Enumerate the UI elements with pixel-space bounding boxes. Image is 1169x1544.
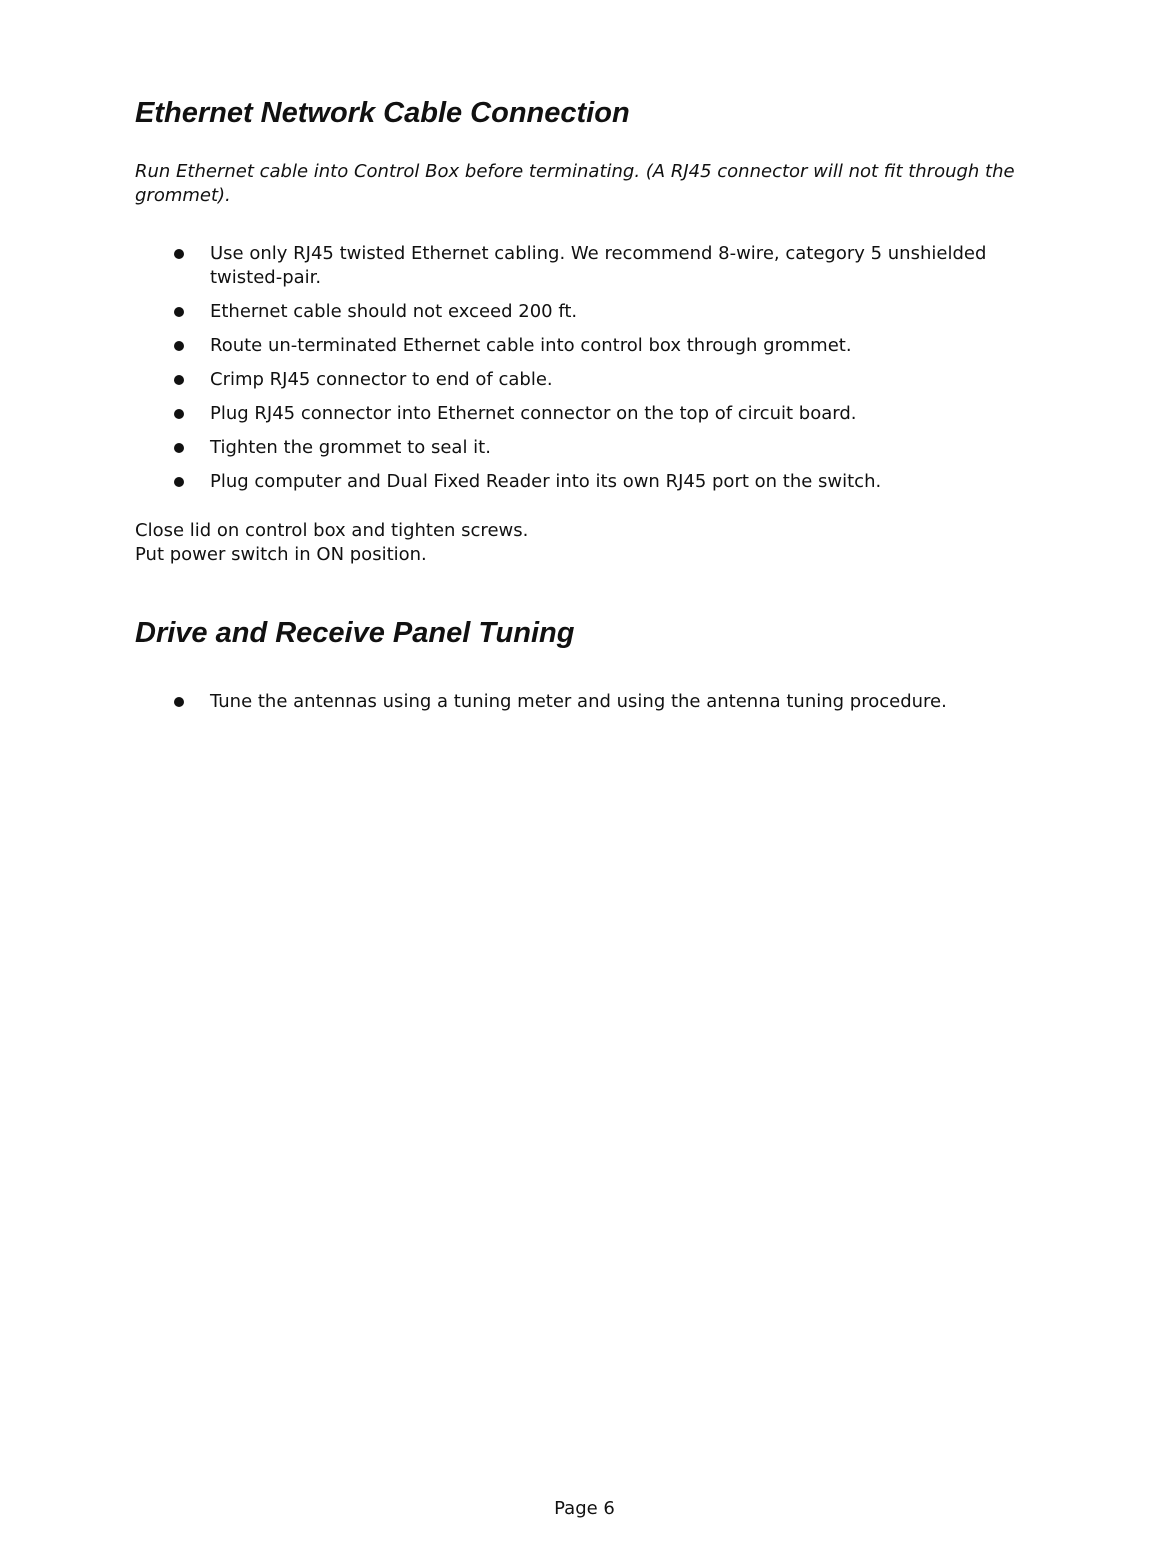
list-item-text: Plug RJ45 connector into Ethernet connector on the top of circuit board. — [210, 403, 857, 424]
list-item — [135, 368, 1035, 392]
list-item-text: Plug computer and Dual Fixed Reader into its own RJ45 port on the switch. — [210, 471, 882, 492]
list-item — [135, 334, 1035, 358]
intro-note: Run Ethernet cable into Control Box before terminating. (A RJ45 connector will not fit through the grommet). — [135, 161, 1015, 206]
section-heading-ethernet: Ethernet Network Cable Connection — [135, 97, 630, 129]
list-item-text: Ethernet cable should not exceed 200 ft. — [210, 301, 578, 322]
bullet-icon — [174, 307, 184, 317]
bullet-icon — [174, 443, 184, 453]
closing-line: Put power switch in ON position. — [135, 544, 427, 565]
ethernet-steps-list — [135, 242, 1035, 504]
list-item — [135, 470, 1035, 494]
bullet-icon — [174, 341, 184, 351]
tuning-steps-list — [135, 690, 1035, 724]
list-item — [135, 690, 1035, 714]
list-item-text: Route un-terminated Ethernet cable into control box through grommet. — [210, 335, 852, 356]
list-item — [135, 300, 1035, 324]
closing-instructions — [135, 519, 528, 567]
list-item-text: Tighten the grommet to seal it. — [210, 437, 491, 458]
bullet-icon — [174, 409, 184, 419]
bullet-icon — [174, 697, 184, 707]
closing-line: Close lid on control box and tighten screws. — [135, 520, 529, 541]
list-item — [135, 436, 1035, 460]
bullet-icon — [174, 477, 184, 487]
bullet-icon — [174, 375, 184, 385]
list-item — [135, 402, 1035, 426]
bullet-icon — [174, 249, 184, 259]
document-page — [135, 0, 1035, 1544]
section-heading-panel-tuning: Drive and Receive Panel Tuning — [135, 617, 575, 649]
list-item-text: Crimp RJ45 connector to end of cable. — [210, 369, 553, 390]
page-number: Page 6 — [554, 1498, 615, 1519]
list-item — [135, 242, 1035, 290]
list-item-text: Use only RJ45 twisted Ethernet cabling. We recommend 8-wire, category 5 unshielded twisted-pair. — [210, 243, 987, 288]
list-item-text: Tune the antennas using a tuning meter and using the antenna tuning procedure. — [210, 691, 947, 712]
